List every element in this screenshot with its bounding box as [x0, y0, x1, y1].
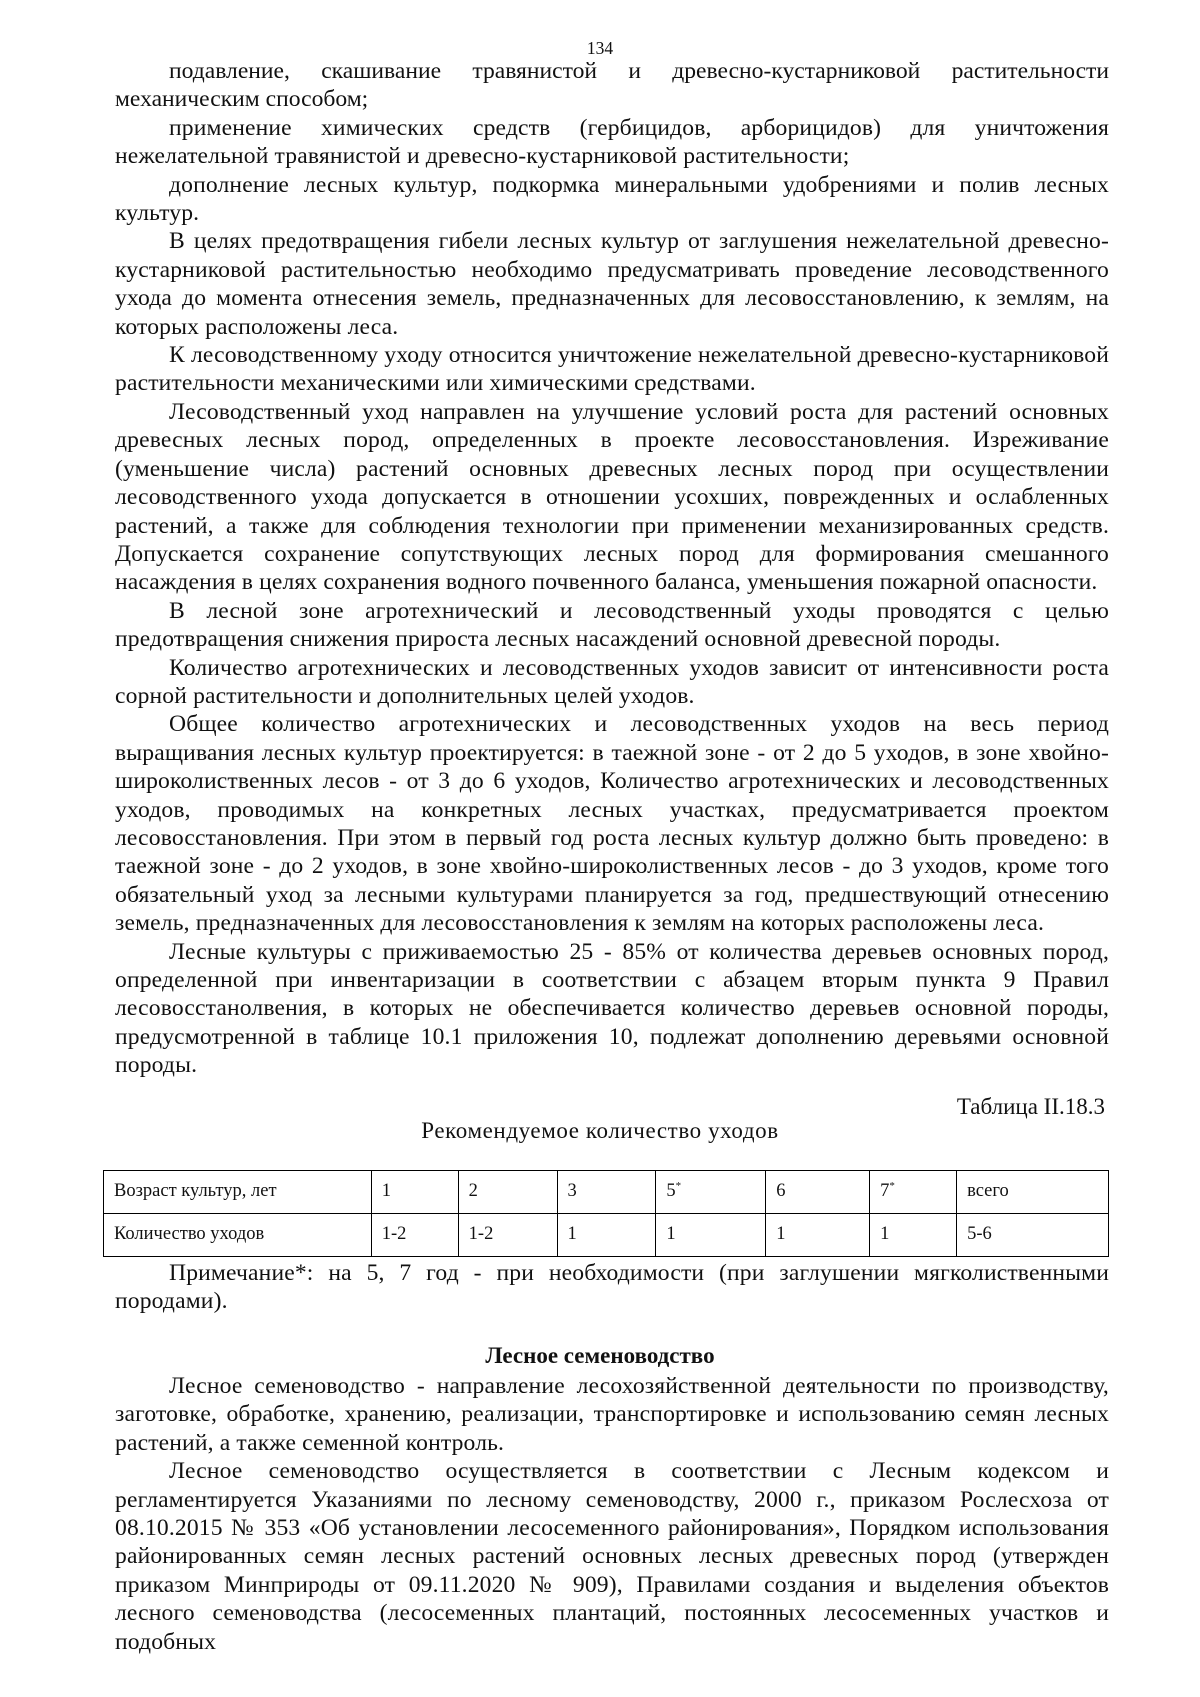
table-cell: 1: [557, 1214, 656, 1257]
row-header: Возраст культур, лет: [104, 1171, 372, 1214]
paragraph: Лесоводственный уход направлен на улучшение условий роста для растений основных древесных лесных пород, определенных в проекте лесовосстановления. Изреживание (уменьшение числа) растений основных древесных лесных пород при осуществлении лесоводственного ухода допускается в отношении усохших, поврежденных и ослабленных растений, а также для соблюдения технологии при применении механизированных средств. Допускается сохранение сопутствующих лесных пород для формирования смешанного насаждения в целях сохранения водного почвенного баланса, уменьшения пожарной опасности.: [115, 398, 1109, 596]
paragraph: дополнение лесных культур, подкормка минеральными удобрениями и полив лесных культур.: [115, 171, 1109, 227]
note-text: Примечание*: на 5, 7 год - при необходимости (при заглушении мягколиственными породами).: [115, 1260, 1109, 1315]
table-cell: 6: [766, 1171, 870, 1214]
paragraph: В целях предотвращения гибели лесных культур от заглушения нежелательной древесно-кустарниковой растительностью необходимо предусматривать проведение лесоводственного ухода до момента отнесения земель, предназначенных для лесовосстановлению, к землям, на которых расположены леса.: [115, 228, 1109, 340]
paragraph: Лесные культуры с приживаемостью 25 - 85% от количества деревьев основных пород, определенной при инвентаризации в соответствии с абзацем вторым пункта 9 Правил лесовосстанолвения, в которых не обеспечивается количество деревьев основной породы, предусмотренной в таблице 10.1 приложения 10, подлежат дополнению деревьями основной породы.: [115, 938, 1109, 1079]
table-row-count: [104, 1214, 1109, 1257]
table-cell: всего: [957, 1171, 1109, 1214]
paragraph: В лесной зоне агротехнический и лесоводственный уходы проводятся с целью предотвращения снижения прироста лесных насаждений основной древесной породы.: [115, 597, 1109, 653]
paragraph: Лесное семеноводство - направление лесохозяйственной деятельности по производству, заготовке, обработке, хранению, реализации, транспортировке и использованию семян лесных растений, а также семенной контроль.: [115, 1373, 1109, 1456]
footnote-mark: *: [889, 1179, 895, 1192]
table-title: Рекомендуемое количество уходов: [421, 1118, 779, 1143]
paragraph: Лесное семеноводство осуществляется в соответствии с Лесным кодексом и регламентируется Указаниями по лесному семеноводству, 2000 г., приказом Рослесхоза от 08.10.2015 № 353 «Об установлении лесосеменного районирования», Порядком использования районированных семян лесных растений основных лесных древесных пород (утвержден приказом Минприроды от 09.11.2020 № 909), Правилами создания и выделения объектов лесного семеноводства (лесосеменных плантаций, постоянных лесосеменных участков и подобных: [115, 1458, 1109, 1655]
table-cell: 1-2: [458, 1214, 557, 1257]
paragraph: Общее количество агротехнических и лесоводственных уходов на весь период выращивания лесных культур проектируется: в таежной зоне - от 2 до 5 уходов, в зоне хвойно-широколиственных лесов - от 3 до 6 уходов, Количество агротехнических и лесоводственных уходов, проводимых на конкретных лесных участках, предусматривается проектом лесовосстановления. При этом в первый год роста лесных культур должно быть проведено: в таежной зоне - до 2 уходов, в зоне хвойно-широколиственных лесов - до 3 уходов, кроме того обязательный уход за лесными культурами планируется за год, предшествующий отнесению земель, предназначенных для лесовосстановления к землям на которых расположены леса.: [115, 711, 1109, 937]
care-count-table: [103, 1170, 1109, 1257]
table-caption: Таблица II.18.3: [956, 1094, 1105, 1119]
paragraph: применение химических средств (гербицидов, арборицидов) для уничтожения нежелательной травянистой и древесно-кустарниковой растительности;: [115, 114, 1109, 170]
footnote-mark: *: [675, 1179, 682, 1192]
table-note: [115, 1259, 1109, 1316]
table-cell: 2: [458, 1171, 557, 1214]
table-cell: 1: [766, 1214, 870, 1257]
page-number: 134: [586, 38, 614, 58]
table-cell: 5-6: [957, 1214, 1109, 1257]
row-header: Количество уходов: [104, 1214, 372, 1257]
table-cell: 5*: [656, 1171, 766, 1214]
body-text: [115, 57, 1109, 1080]
table-row-age: [104, 1171, 1109, 1214]
table-cell: 1-2: [371, 1214, 458, 1257]
section-heading: Лесное семеноводство: [485, 1343, 715, 1368]
table-cell: 1: [371, 1171, 458, 1214]
table-cell: 1: [870, 1214, 957, 1257]
section-body: [115, 1372, 1109, 1656]
table-cell: 1: [656, 1214, 766, 1257]
table-cell: 7*: [870, 1171, 957, 1214]
paragraph: подавление, скашивание травянистой и древесно-кустарниковой растительности механическим способом;: [115, 58, 1109, 113]
paragraph: Количество агротехнических и лесоводственных уходов зависит от интенсивности роста сорной растительности и дополнительных целей уходов.: [115, 654, 1109, 709]
table-cell: 3: [557, 1171, 656, 1214]
paragraph: К лесоводственному уходу относится уничтожение нежелательной древесно-кустарниковой растительности механическими или химическими средствами.: [115, 342, 1109, 397]
